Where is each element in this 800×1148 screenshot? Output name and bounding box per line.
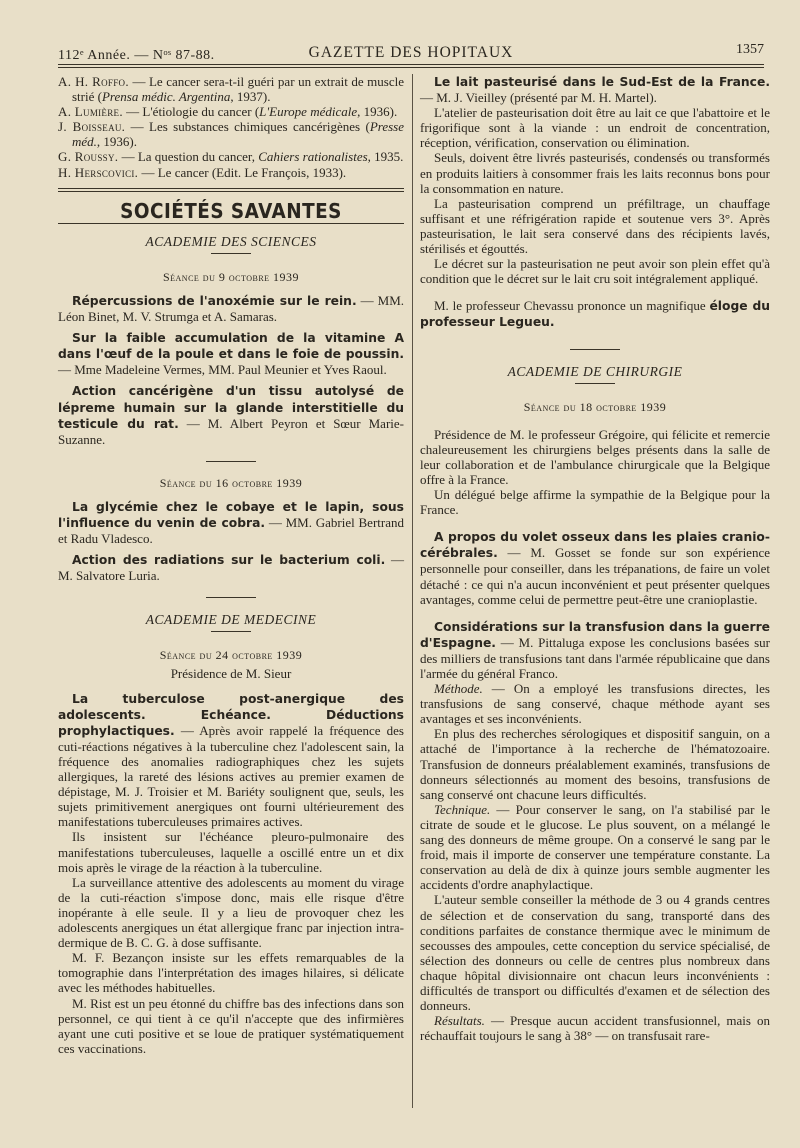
paragraph: La pasteurisation comprend un préfiltrage, un chauffage suffisant et une réfrigération rapide et soutenue vers 3°. Après pasteurisation, le lait sera conservé dans des récipients lavés, stérilisés et égouttés.: [420, 195, 770, 257]
paragraph: Méthode. — On a employé les transfusions directes, les transfusions de sang conservé, chaque méthode ayant ses avantages et ses inconvénients.: [420, 681, 770, 727]
paragraph: Présidence de M. le professeur Grégoire, qui félicite et remercie chaleureusement les chirurgiens belges présents dans la salle de leur collaboration et de l'ambulance chirurgicale que la Belgique offre à la France.: [420, 426, 770, 487]
communication-item: Le lait pasteurisé dans le Sud-Est de la France. — M. J. Vieilley (présenté par M. H. Martel).: [420, 75, 770, 106]
paragraph: Ils insistent sur l'échéance pleuro-pulmonaire des manifestations tuberculeuses, laquelle a oscillé entre un et dix mois après le virage de la réaction à la tuberculine.: [58, 829, 404, 875]
short-rule: [575, 383, 615, 384]
communication-item: A propos du volet osseux dans les plaies cranio-cérébrales. — M. Gosset se fonde sur son expérience personnelle pour conseiller, dans les trépanations, de faire un volet détaché : ce qui n'a aucun inconvénient et peut présenter quelques avantages, comme celui de permettre peut-être une cranioplastie.: [420, 530, 770, 607]
session-date: Séance du 18 octobre 1939: [523, 399, 667, 414]
paragraph: Technique. — Pour conserver le sang, on l'a stabilisé par le citrate de soude et le glucose. Le plus souvent, on a mélangé le sang des donneurs de même groupe. On a conservé le sang par le froid, mais il importe de conserver une température constante. La conservation au delà de dix à quinze jours semble augmenter les accidents d'ordre anaphylactique.: [420, 801, 770, 893]
running-header: [58, 42, 764, 66]
page-number: 1357: [736, 42, 764, 57]
academy-title-sciences: ACADEMIE DES SCIENCES: [145, 233, 317, 249]
short-rule: [570, 349, 620, 350]
communication-item: Sur la faible accumulation de la vitamine A dans l'œuf de la poule et dans le foie de poussin. — Mme Madeleine Vermes, MM. Paul Meunier et Yves Raoul.: [58, 331, 404, 378]
paragraph: Seuls, doivent être livrés pasteurisés, condensés ou transformés en produits laitiers à consommer frais les laits reconnus bons pour la consommation en nature.: [420, 150, 770, 196]
reference-list: [58, 74, 404, 180]
column-divider: [412, 74, 413, 1108]
reference-item: A. H. Roffo. — Le cancer sera-t-il guéri par un extrait de muscle strié (Prensa médic. Argentina, 1937).: [58, 74, 404, 105]
paragraph: Résultats. — Presque aucun accident transfusionnel, mais on réchauffait toujours le sang à 38° — on transfusait rare-: [420, 1013, 770, 1044]
short-rule: [211, 631, 251, 632]
academy-title-medecine: ACADEMIE DE MEDECINE: [145, 612, 317, 628]
communication-item: La glycémie chez le cobaye et le lapin, sous l'influence du venin de cobra. — MM. Gabriel Bertrand et Radu Vladesco.: [58, 499, 404, 547]
session-date: Séance du 24 octobre 1939: [159, 648, 303, 663]
paragraph: M. Rist est un peu étonné du chiffre bas des infections dans son personnel, ce qui tient à ce qu'il n'accepte que des infirmières ayant une cuti positive et se loue de pratiquer systématiquement ces vaccinations.: [58, 995, 404, 1056]
paragraph: L'auteur semble conseiller la méthode de 3 ou 4 grands centres de sélection et de conservation du sang, transporté dans des conditions parfaites de constance thermique avec le minimum de secousses des ampoules, cette conception du service spécialisé, de sélection des donneurs ou celle de centres plus nombreux dans chaque hôpital divisionnaire ont chacun leurs inconvénients : difficultés de transport ou difficultés d'examen et de sélection des donneurs.: [420, 892, 770, 1014]
communication-item: Considérations sur la transfusion dans la guerre d'Espagne. — M. Pittaluga expose les conclusions basées sur des milliers de transfusions tant dans l'armée républicaine que dans l'armée du général Franco.: [420, 619, 770, 681]
double-rule: [58, 188, 404, 192]
academy-title-chirurgie: ACADEMIE DE CHIRURGIE: [507, 363, 683, 379]
communication-item: Action cancérigène d'un tissu autolysé de lépreme humain sur la glande interstitielle du testicule du rat. — M. Albert Peyron et Sœur Marie-Suzanne.: [58, 384, 404, 447]
paragraph: En plus des recherches sérologiques et dispositif sanguin, on a attaché de l'importance à la recherche de l'hématozoaire. Transfusion de donneurs préalablement examinés, transfusions de donneurs sélectionnés au moment des besoins, transfusions de sang conservé ont chacune leurs difficultés.: [420, 726, 770, 802]
issue-number: 112ᵉ Année. — Nᵒˢ 87-88.: [58, 48, 215, 63]
short-rule: [206, 461, 256, 462]
left-column: [58, 74, 404, 1056]
session-date: Séance du 9 octobre 1939: [162, 269, 300, 284]
journal-title: GAZETTE DES HOPITAUX: [308, 44, 514, 61]
right-column: [420, 74, 770, 1043]
reference-item: G. Roussy. — La question du cancer, Cahiers rationalistes, 1935.: [58, 149, 404, 165]
reference-item: J. Boisseau. — Les substances chimiques cancérigènes (Presse méd., 1936).: [58, 119, 404, 150]
paragraph: Un délégué belge affirme la sympathie de la Belgique pour la France.: [420, 487, 770, 518]
reference-item: A. Lumière. — L'étiologie du cancer (L'Europe médicale, 1936).: [58, 104, 398, 120]
short-rule: [211, 253, 251, 254]
section-title: SOCIÉTÉS SAVANTES: [120, 198, 342, 223]
paragraph: L'atelier de pasteurisation doit être au lait ce que l'abattoire et le frigorifique sont à la viande : un endroit de concentration, réception, vérification, conservation ou élimination.: [420, 105, 770, 151]
communication-item: Action des radiations sur le bacterium coli. — M. Salvatore Luria.: [58, 552, 405, 584]
reference-item: H. Herscovici. — Le cancer (Edit. Le François, 1933).: [58, 164, 347, 180]
short-rule: [206, 597, 256, 598]
communication-item: La tuberculose post-anergique des adolescents. Echéance. Déductions prophylactiques. — Après avoir rappelé la fréquence des cuti-réactions négatives à la tuberculine chez l'adolescent sain, la fréquence des anomalies radiographiques chez les sujets allergiques, la rareté des lésions actives au premier examen de dépistage, M. J. Troisier et M. Bariéty soulignent que, seuls, les sujets primitivement anergiques ont fourni ultérieurement des manifestations tuberculeuses primaires actives.: [58, 691, 404, 830]
communication-item: Répercussions de l'anoxémie sur le rein. — MM. Léon Binet, M. V. Strumga et A. Samaras.: [58, 292, 405, 325]
session-date: Séance du 16 octobre 1939: [159, 475, 303, 490]
paragraph: La surveillance attentive des adolescents au moment du virage de la cuti-réaction s'impose donc, mais elle risque d'être inopérante à elle seule. Il y a lieu de provoquer chez les adolescents anergiques un état allergique franc par injection intra-dermique de B. C. G. à dose suffisante.: [58, 874, 404, 951]
paragraph: M. F. Bezançon insiste sur les effets remarquables de la tomographie dans l'interprétation des images hilaires, si délicate avec les méthodes habituelles.: [58, 950, 404, 996]
presidence: Présidence de M. Sieur: [170, 665, 292, 681]
section-rule: [58, 223, 404, 224]
eloge-item: M. le professeur Chevassu prononce un magnifique éloge du professeur Legueu.: [420, 298, 771, 330]
header-rule: [58, 64, 764, 68]
paragraph: Le décret sur la pasteurisation ne peut avoir son plein effet qu'à condition que le décret sur le lait cru soit intégralement appliqué.: [420, 256, 770, 287]
